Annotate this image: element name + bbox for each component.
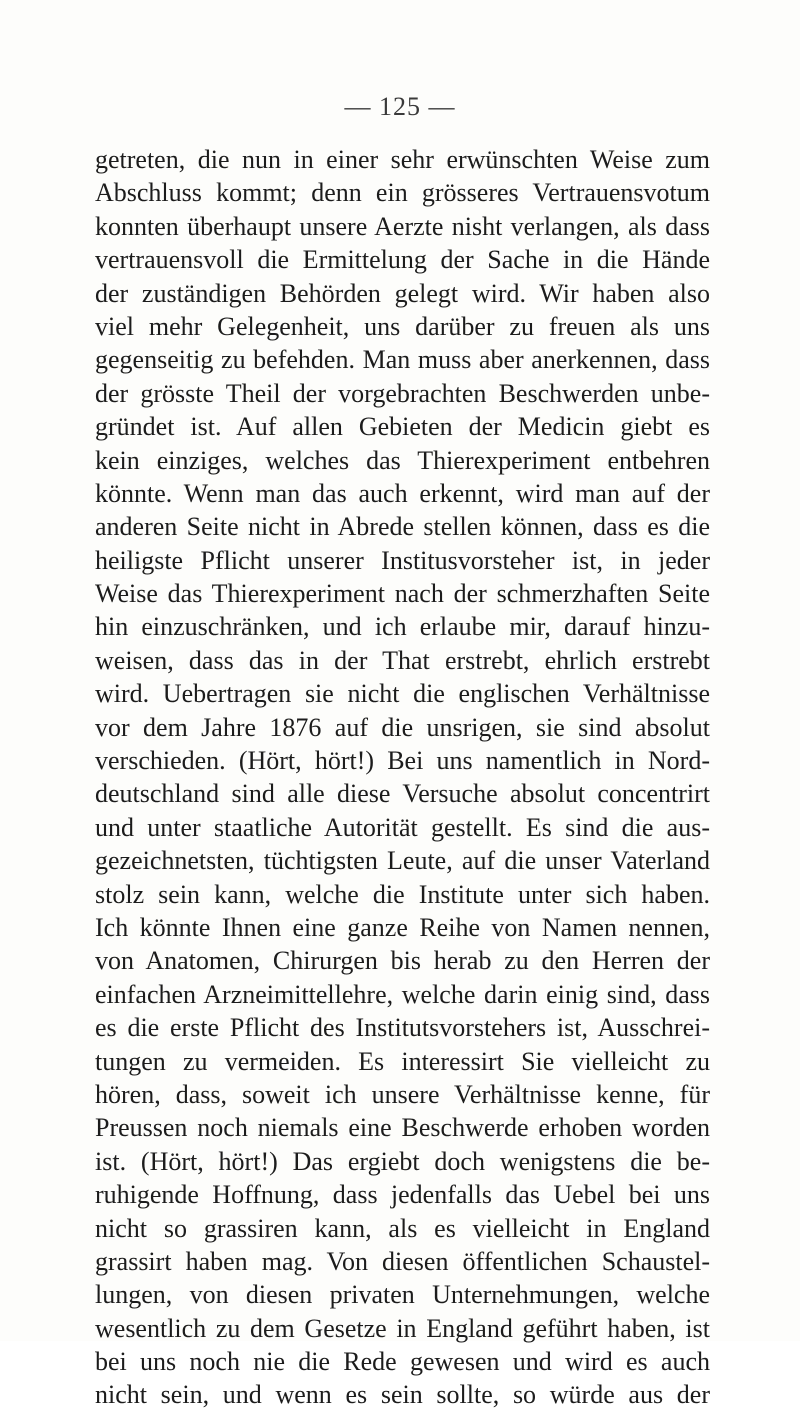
text-line: hören, dass, soweit ich unsere Verhältnisse kenne, für [95,1079,710,1109]
text-line: Abschluss kommt; denn ein grösseres Vertrauensvotum [95,178,710,208]
text-line: konnten überhaupt unsere Aerzte nisht verlangen, als dass [95,211,710,241]
text-line: grassirt haben mag. Von diesen öffentlichen Schaustel- [95,1246,710,1276]
text-line: anderen Seite nicht in Abrede stellen können, dass es die [95,512,710,542]
text-line: bei uns noch nie die Rede gewesen und wird es auch [95,1347,710,1377]
text-line: kein einziges, welches das Thierexperiment entbehren [95,445,710,475]
text-line: Preussen noch niemals eine Beschwerde erhoben worden [95,1113,710,1143]
text-line: könnte. Wenn man das auch erkennt, wird man auf der [95,478,710,508]
text-line: viel mehr Gelegenheit, uns darüber zu freuen als uns [95,311,710,341]
text-line: ruhigende Hoffnung, dass jedenfalls das Uebel bei uns [95,1180,710,1210]
text-line: es die erste Pflicht des Institutsvorstehers ist, Ausschrei- [95,1013,710,1043]
text-line: getreten, die nun in einer sehr erwünschten Weise zum [95,145,710,174]
text-line: wird. Uebertragen sie nicht die englischen Verhältnisse [95,679,710,709]
text-line: Weise das Thierexperiment nach der schmerzhaften Seite [95,579,710,609]
text-line: und unter staatliche Autorität gestellt. Es sind die aus- [95,812,710,842]
text-line: hin einzuschränken, und ich erlaube mir, darauf hinzu- [95,612,710,642]
text-line: gezeichnetsten, tüchtigsten Leute, auf die unser Vaterland [95,846,710,876]
text-line: nicht so grassiren kann, als es vielleicht in England [95,1213,710,1243]
text-line: heiligste Pflicht unserer Institusvorsteher ist, in jeder [95,545,710,575]
text-line: Ich könnte Ihnen eine ganze Reihe von Namen nennen, [95,912,710,942]
text-line: ist. (Hört, hört!) Das ergiebt doch wenigstens die be- [95,1146,710,1176]
text-line: deutschland sind alle diese Versuche absolut concentrirt [95,779,710,809]
text-line: vor dem Jahre 1876 auf die unsrigen, sie sind absolut [95,712,710,742]
text-line: lungen, von diesen privaten Unternehmungen, welche [95,1280,710,1310]
text-line: der grösste Theil der vorgebrachten Beschwerden unbe- [95,378,710,408]
page-number: — 125 — [344,92,456,121]
text-line: einfachen Arzneimittellehre, welche darin einig sind, dass [95,979,710,1009]
text-line: tungen zu vermeiden. Es interessirt Sie vielleicht zu [95,1046,710,1076]
text-line: von Anatomen, Chirurgen bis herab zu den Herren der [95,946,710,976]
body-text [95,143,710,1412]
text-line: gründet ist. Auf allen Gebieten der Medicin giebt es [95,412,710,442]
text-line: weisen, dass das in der That erstrebt, ehrlich erstrebt [95,645,710,675]
text-line: stolz sein kann, welche die Institute unter sich haben. [95,879,710,909]
text-line: der zuständigen Behörden gelegt wird. Wir haben also [95,278,710,308]
text-line: verschieden. (Hört, hört!) Bei uns namentlich in Nord- [95,746,710,776]
text-line: gegenseitig zu befehden. Man muss aber anerkennen, dass [95,345,710,375]
text-line: vertrauensvoll die Ermittelung der Sache in die Hände [95,245,710,275]
text-line: wesentlich zu dem Gesetze in England geführt haben, ist [95,1313,710,1343]
text-line: nicht sein, und wenn es sein sollte, so würde aus der [95,1380,710,1410]
